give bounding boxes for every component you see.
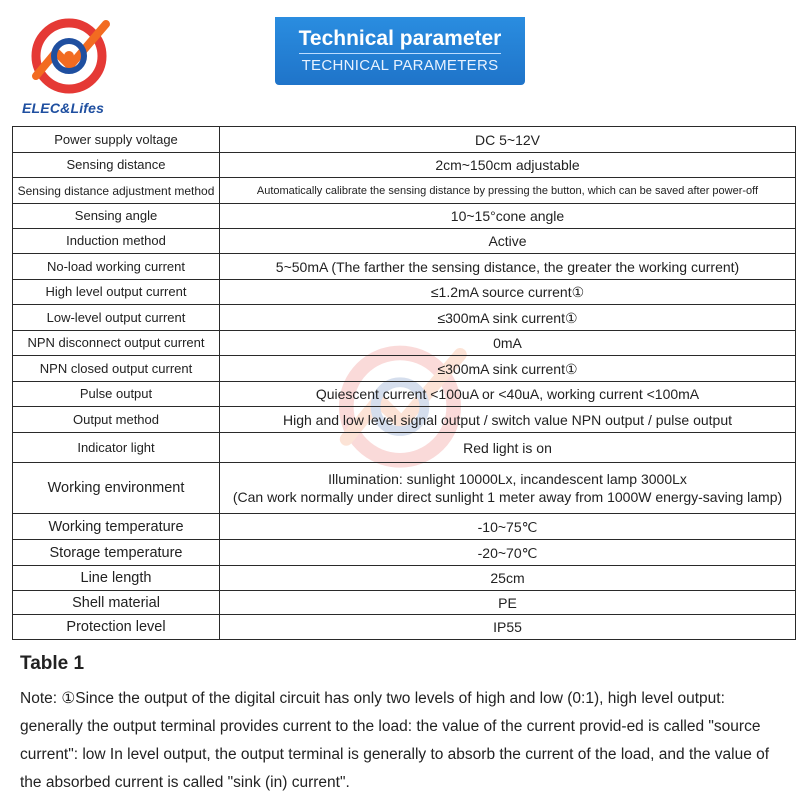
- table-row: [13, 254, 796, 280]
- table-row: [13, 407, 796, 433]
- param-label: Sensing distance adjustment method: [13, 178, 220, 204]
- param-label: Shell material: [13, 591, 220, 615]
- param-label: Induction method: [13, 229, 220, 254]
- table-row: [13, 280, 796, 305]
- param-value: IP55: [220, 615, 796, 640]
- page-subtitle: TECHNICAL PARAMETERS: [301, 57, 499, 74]
- table-row: [13, 229, 796, 254]
- param-label: Low-level output current: [13, 305, 220, 331]
- table-row: [13, 356, 796, 382]
- param-label: Sensing angle: [13, 204, 220, 229]
- param-value: 25cm: [220, 566, 796, 591]
- param-value: Quiescent current <100uA or <40uA, working current <100mA: [220, 382, 796, 407]
- header-divider: [299, 53, 501, 54]
- param-value-line: (Can work normally under direct sunlight 1 meter away from 1000W energy-saving lamp): [232, 489, 783, 505]
- table-row: [13, 514, 796, 540]
- param-value: 2cm~150cm adjustable: [220, 153, 796, 178]
- param-label: Protection level: [13, 615, 220, 640]
- table-caption: Table 1: [20, 653, 85, 674]
- table-row: [13, 178, 796, 204]
- param-label: Working environment: [13, 463, 220, 514]
- elec-lifes-logo-icon: [26, 14, 112, 96]
- param-value: High and low level signal output / switch value NPN output / pulse output: [220, 407, 796, 433]
- table-row: [13, 331, 796, 356]
- param-label: High level output current: [13, 280, 220, 305]
- param-label: Sensing distance: [13, 153, 220, 178]
- param-value: PE: [220, 591, 796, 615]
- param-label: Line length: [13, 566, 220, 591]
- table-row: [13, 153, 796, 178]
- param-label: NPN disconnect output current: [13, 331, 220, 356]
- param-value: Red light is on: [220, 433, 796, 463]
- table-row: [13, 540, 796, 566]
- footnote: Note: ①Since the output of the digital circuit has only two levels of high and low (0:1), high level output: generally the output terminal provides current to the load: the value of the current provid-ed is called "source current": low In level output, the output terminal is generally to absorb the current of the load, and the value of the absorbed current is called "sink (in) current".: [20, 690, 770, 791]
- param-value: -10~75℃: [220, 514, 796, 540]
- table-row: [13, 591, 796, 615]
- param-label: Power supply voltage: [13, 127, 220, 153]
- param-label: No-load working current: [13, 254, 220, 280]
- param-value: -20~70℃: [220, 540, 796, 566]
- param-label: Output method: [13, 407, 220, 433]
- param-value: [220, 463, 796, 514]
- table-row: [13, 382, 796, 407]
- param-value: 5~50mA (The farther the sensing distance, the greater the working current): [220, 254, 796, 280]
- param-value: ≤300mA sink current①: [220, 305, 796, 331]
- param-label: Pulse output: [13, 382, 220, 407]
- table-row: [13, 433, 796, 463]
- table-row: [13, 305, 796, 331]
- param-value: 0mA: [220, 331, 796, 356]
- brand-logo: [14, 14, 134, 116]
- table-row: [13, 615, 796, 640]
- brand-name: ELEC&Lifes: [22, 100, 105, 116]
- spec-table: [12, 126, 796, 640]
- table-row: [13, 127, 796, 153]
- page-title: Technical parameter: [298, 27, 502, 50]
- param-value: 10~15°cone angle: [220, 204, 796, 229]
- table-row: [13, 204, 796, 229]
- param-label: Storage temperature: [13, 540, 220, 566]
- param-value: ≤300mA sink current①: [220, 356, 796, 382]
- param-value: ≤1.2mA source current①: [220, 280, 796, 305]
- param-value: Automatically calibrate the sensing distance by pressing the button, which can be saved after power-off: [220, 178, 796, 204]
- param-value-line: Illumination: sunlight 10000Lx, incandescent lamp 3000Lx: [328, 471, 687, 487]
- param-value: Active: [220, 229, 796, 254]
- header-banner: [275, 17, 525, 85]
- table-row: [13, 463, 796, 514]
- table-row: [13, 566, 796, 591]
- param-label: NPN closed output current: [13, 356, 220, 382]
- param-label: Indicator light: [13, 433, 220, 463]
- param-value: DC 5~12V: [220, 127, 796, 153]
- param-label: Working temperature: [13, 514, 220, 540]
